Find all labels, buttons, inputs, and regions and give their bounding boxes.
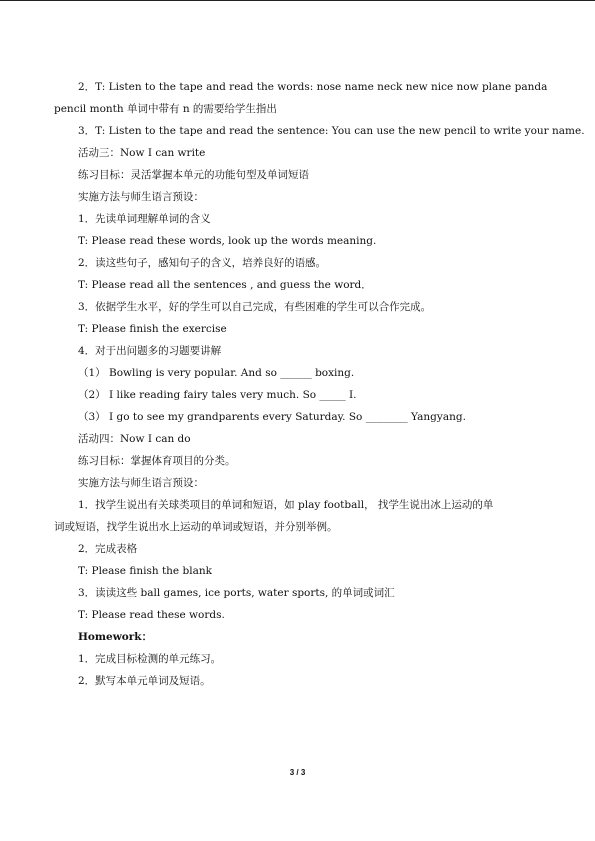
page-number: 3 / 3 <box>289 768 306 777</box>
text-line: 1．先读单词理解单词的含义 <box>78 213 211 225</box>
section-heading: 活动四：Now I can do <box>78 433 191 445</box>
homework-heading: Homework： <box>78 631 153 643</box>
text-line: 4．对于出问题多的习题要讲解 <box>78 345 222 357</box>
text-line: T: Please read these words, look up the words meaning. <box>78 235 377 247</box>
text-line: 3．T: Listen to the tape and read the sentence: You can use the new pencil to write your name. <box>78 125 585 137</box>
exercise-line: （2） I like reading fairy tales very much. So _____ I. <box>78 389 357 401</box>
text-line: 词或短语，找学生说出水上运动的单词或短语，并分别举例。 <box>54 521 338 533</box>
document-body <box>54 76 585 692</box>
text-line: 练习目标：掌握体育项目的分类。 <box>78 455 236 467</box>
exercise-line: （1） Bowling is very popular. And so ______ boxing. <box>78 367 355 379</box>
text-line: 2．读这些句子，感知句子的含义，培养良好的语感。 <box>78 257 327 269</box>
section-heading: 活动三：Now I can write <box>78 147 206 159</box>
text-line: pencil month 单词中带有 n 的需要给学生指出 <box>54 103 277 115</box>
text-line: T: Please read these words. <box>78 609 225 621</box>
text-line: 2．默写本单元单词及短语。 <box>78 675 211 687</box>
text-line: 3．读读这些 ball games, ice ports, water sports, 的单词或词汇 <box>78 587 395 599</box>
text-line: 3．依据学生水平，好的学生可以自己完成，有些困难的学生可以合作完成。 <box>78 301 432 313</box>
text-line: T: Please finish the blank <box>78 565 212 577</box>
text-line: T: Please read all the sentences , and guess the word． <box>78 279 372 291</box>
text-line: 实施方法与师生语言预设： <box>78 191 204 203</box>
text-line: 2．完成表格 <box>78 543 138 555</box>
text-line: T: Please finish the exercise <box>78 323 227 335</box>
text-line: 实施方法与师生语言预设： <box>78 477 204 489</box>
text-line: 2．T: Listen to the tape and read the words: nose name neck new nice now plane panda <box>78 81 548 93</box>
header-rule <box>0 0 595 1</box>
exercise-line: （3） I go to see my grandparents every Saturday. So ________ Yangyang. <box>78 411 466 423</box>
text-line: 1．完成目标检测的单元练习。 <box>78 653 222 665</box>
text-line: 练习目标：灵活掌握本单元的功能句型及单词短语 <box>78 169 309 181</box>
text-line: 1．找学生说出有关球类项目的单词和短语，如 play football， 找学生说出冰上运动的单 <box>78 499 494 511</box>
